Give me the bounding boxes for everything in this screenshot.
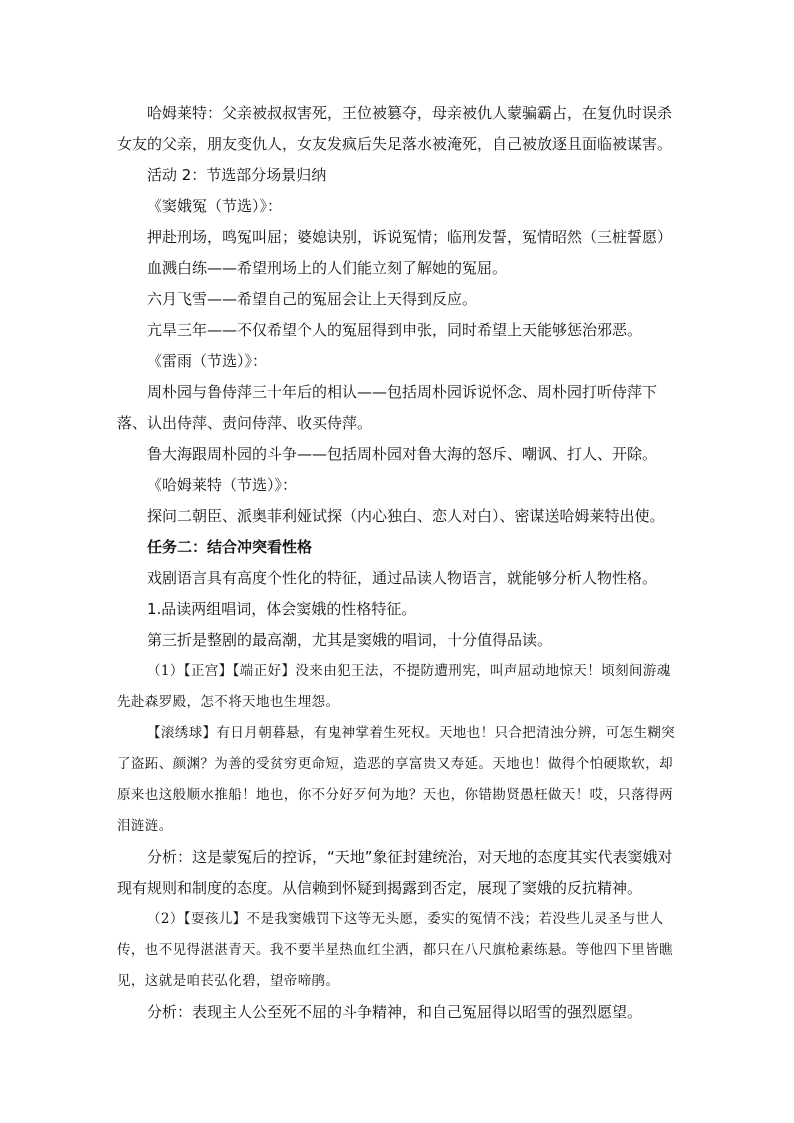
paragraph-analysis-2: 分析：表现主人公至死不屈的斗争精神，和自己冤屈得以昭雪的强烈愿望。 xyxy=(147,1003,643,1021)
paragraph-dou-e-scenes: 押赴刑场，鸣冤叫屈；婆媳诀别，诉说冤情；临刑发誓，冤情昭然（三桩誓愿） xyxy=(147,228,673,246)
paragraph-activity-2: 活动 2：节选部分场景归纳 xyxy=(147,166,327,184)
paragraph-read-lyrics: 1.品读两组唱词，体会窦娥的性格特征。 xyxy=(147,600,417,618)
paragraph-analysis-1: 分析：这是蒙冤后的控诉，“天地”象征封建统治，对天地的态度其实代表窦娥对现有规则和制度的态度。从信赖到怀疑到揭露到否定，展现了窦娥的反抗精神。 xyxy=(117,848,673,897)
heading-thunderstorm: 《雷雨（节选）》： xyxy=(147,352,268,370)
paragraph-third-act: 第三折是整剧的最高潮，尤其是窦娥的唱词，十分值得品读。 xyxy=(147,631,553,649)
paragraph-hamlet-scenes: 探问二朝臣、派奥菲利娅试探（内心独白、恋人对白）、密谋送哈姆莱特出使。 xyxy=(147,507,665,525)
lyric-shuahaier: （2）【耍孩儿】不是我窦娥罚下这等无头愿，委实的冤情不浅；若没些儿灵圣与世人传，也不见得湛湛青天。我不要半星热血红尘洒，都只在八尺旗枪素练悬。等他四下里皆瞧见，这就是咱苌弘化碧，望帝啼鹃。 xyxy=(117,911,673,989)
paragraph-june-snow: 六月飞雪——希望自己的冤屈会让上天得到反应。 xyxy=(147,290,478,308)
heading-dou-e-yuan: 《窦娥冤（节选）》： xyxy=(147,197,283,215)
heading-hamlet-excerpt: 《哈姆莱特（节选）》： xyxy=(147,476,298,494)
paragraph-zhou-lu-recognition: 周朴园与鲁侍萍三十年后的相认——包括周朴园诉说怀念、周朴园打听侍萍下落、认出侍萍、责问侍萍、收买侍萍。 xyxy=(117,383,658,432)
lyric-gunxiuqiu: 【滚绣球】有日月朝暮悬，有鬼神掌着生死权。天地也！只合把清浊分辨，可怎生糊突了盗跖、颜渊？为善的受贫穷更命短，造恶的享富贵又寿延。天地也！做得个怕硬欺软，却原来也这般顺水推船！地也，你不分好歹何为地？天也，你错勘贤愚枉做天！哎，只落得两泪涟涟。 xyxy=(117,725,676,834)
paragraph-lu-dahai-struggle: 鲁大海跟周朴园的斗争——包括周朴园对鲁大海的怒斥、嘲讽、打人、开除。 xyxy=(147,445,658,463)
paragraph-three-year-drought: 亢旱三年——不仅希望个人的冤屈得到申张，同时希望上天能够惩治邪恶。 xyxy=(147,321,643,339)
heading-task-2: 任务二：结合冲突看性格 xyxy=(147,538,313,556)
lyric-zhenggong-duanzhenghao: （1）【正宫】【端正好】没来由犯王法，不提防遭刑宪，叫声屈动地惊天！顷刻间游魂先赴森罗殿，怎不将天地也生埋怨。 xyxy=(117,663,671,710)
paragraph-blood-silk: 血溅白练——希望刑场上的人们能立刻了解她的冤屈。 xyxy=(147,259,508,277)
paragraph-hamlet-summary: 哈姆莱特：父亲被叔叔害死，王位被篡夺，母亲被仇人蒙骗霸占，在复仇时误杀女友的父亲，朋友变仇人，女友发疯后失足落水被淹死，自己被放逐且面临被谋害。 xyxy=(117,104,673,153)
paragraph-drama-language: 戏剧语言具有高度个性化的特征，通过品读人物语言，就能够分析人物性格。 xyxy=(147,569,658,587)
